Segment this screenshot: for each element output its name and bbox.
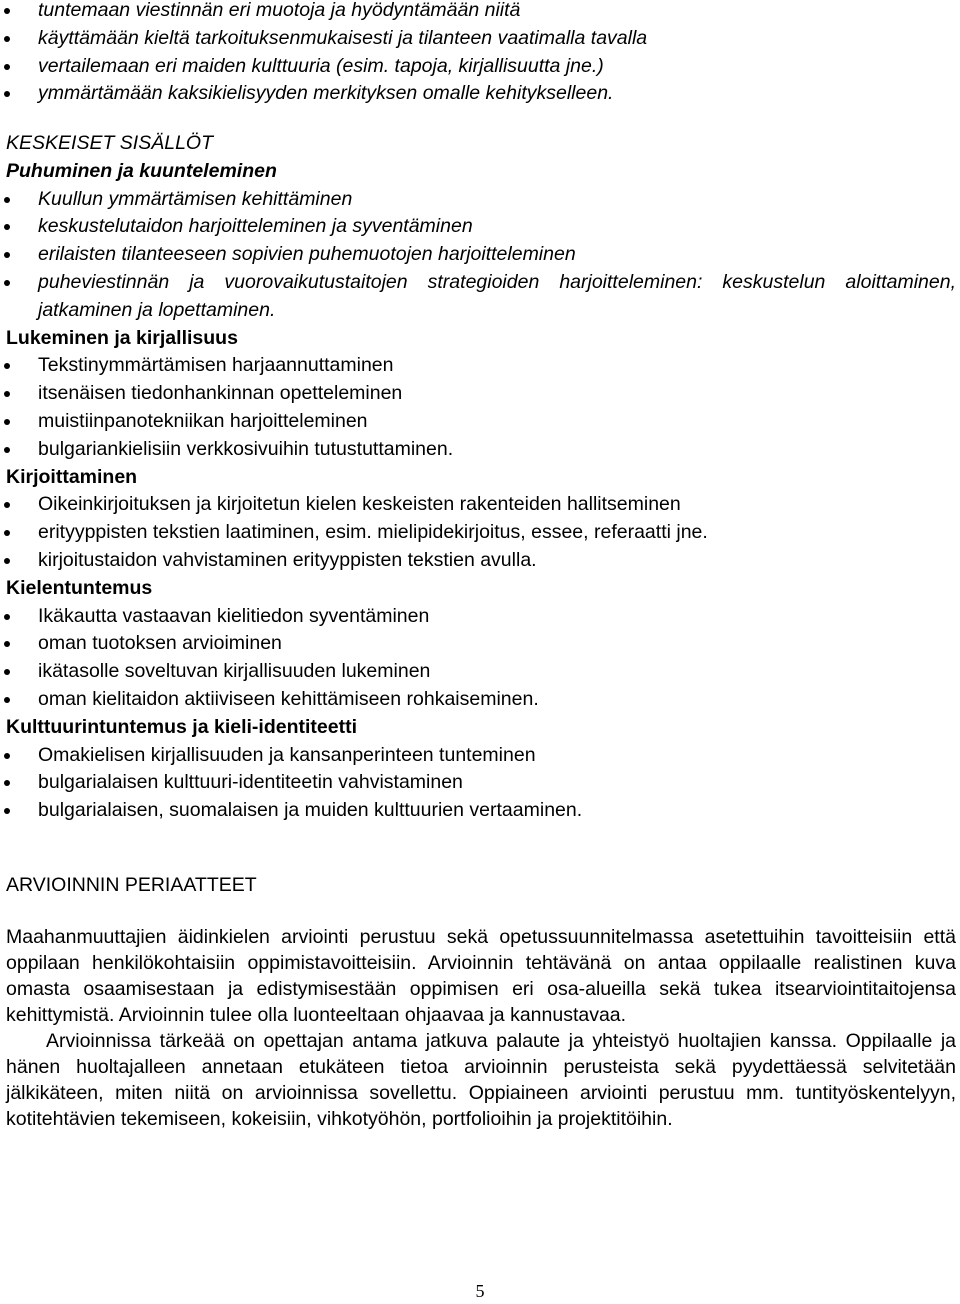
list-item: Omakielisen kirjallisuuden ja kansanperinteen tunteminen (0, 742, 958, 770)
list-item: itsenäisen tiedonhankinnan opetteleminen (0, 380, 958, 408)
list-item: muistiinpanotekniikan harjoitteleminen (0, 408, 958, 436)
content-section (0, 130, 958, 825)
section-list-speaking (0, 186, 958, 325)
section-list-language-knowledge (0, 603, 958, 714)
list-item: puheviestinnän ja vuorovaikutustaitojen strategioiden harjoitteleminen: keskustelun aloittaminen, jatkaminen ja lopettaminen. (0, 269, 958, 325)
section-list-writing (0, 491, 958, 574)
list-item: keskustelutaidon harjoitteleminen ja syventäminen (0, 213, 958, 241)
page-number: 5 (475, 1281, 485, 1301)
list-item: käyttämään kieltä tarkoituksenmukaisesti ja tilanteen vaatimalla tavalla (0, 25, 956, 53)
list-item: oman kielitaidon aktiiviseen kehittämiseen rohkaiseminen. (0, 686, 958, 714)
section-list-culture (0, 742, 958, 825)
section-title-speaking: Puhuminen ja kuunteleminen (6, 159, 277, 182)
list-item: bulgarialaisen kulttuuri-identiteetin vahvistaminen (0, 769, 958, 797)
list-item: Tekstinymmärtämisen harjaannuttaminen (0, 352, 958, 380)
assessment-heading: ARVIOINNIN PERIAATTEET (6, 874, 257, 896)
list-item: Oikeinkirjoituksen ja kirjoitetun kielen keskeisten rakenteiden hallitseminen (0, 491, 958, 519)
content-heading: KESKEISET SISÄLLÖT (6, 132, 213, 154)
list-item: erityyppisten tekstien laatiminen, esim. mielipidekirjoitus, essee, referaatti jne. (0, 519, 958, 547)
list-item: tuntemaan viestinnän eri muotoja ja hyödyntämään niitä (0, 0, 956, 25)
assessment-paragraph-2: Arvioinnissa tärkeää on opettajan antama jatkuva palaute ja yhteistyö huoltajien kanssa. Oppilaalle ja hänen huoltajalleen annetaan etukäteen tietoa arvioinnin perusteista sekä pyydettäessä selvitetään jälkikäteen, miten niitä on arvioinnissa sovellettu. Oppiaineen arviointi perustuu mm. tuntityöskentelyyn, kotitehtävien tekemiseen, kokeisiin, vihkotyöhön, portfolioihin ja projektitöihin. (6, 1029, 956, 1130)
list-item: oman tuotoksen arvioiminen (0, 630, 958, 658)
list-item: erilaisten tilanteeseen sopivien puhemuotojen harjoitteleminen (0, 241, 958, 269)
assessment-section (0, 872, 960, 1132)
section-title-reading: Lukeminen ja kirjallisuus (6, 326, 238, 349)
list-item: vertailemaan eri maiden kulttuuria (esim. tapoja, kirjallisuutta jne.) (0, 53, 956, 81)
list-item: Kuullun ymmärtämisen kehittäminen (0, 186, 958, 214)
section-list-reading (0, 352, 958, 463)
objectives-list (0, 0, 956, 108)
list-item: ikätasolle soveltuvan kirjallisuuden lukeminen (0, 658, 958, 686)
list-item: kirjoitustaidon vahvistaminen erityyppisten tekstien avulla. (0, 547, 958, 575)
list-item: bulgarialaisen, suomalaisen ja muiden kulttuurien vertaaminen. (0, 797, 958, 825)
list-item: bulgariankielisiin verkkosivuihin tutustuttaminen. (0, 436, 958, 464)
list-item: ymmärtämään kaksikielisyyden merkityksen omalle kehitykselleen. (0, 80, 956, 108)
section-title-culture: Kulttuurintuntemus ja kieli-identiteetti (6, 715, 358, 738)
section-title-writing: Kirjoittaminen (6, 465, 138, 488)
assessment-paragraph-1: Maahanmuuttajien äidinkielen arviointi perustuu sekä opetussuunnitelmassa asetettuihin tavoitteisiin että oppilaan henkilökohtaisiin oppimistavoitteisiin. Arvioinnin tehtävänä on antaa oppilaalle realistinen kuva omasta osaamisestaan ja edistymisestään oppimisen eri osa-alueilla sekä tukea itsearviointitaitojensa kehittymistä. Arvioinnin tulee olla luonteeltaan ohjaavaa ja kannustavaa. (6, 925, 956, 1026)
section-title-language-knowledge: Kielentuntemus (6, 576, 153, 599)
list-item: Ikäkautta vastaavan kielitiedon syventäminen (0, 603, 958, 631)
